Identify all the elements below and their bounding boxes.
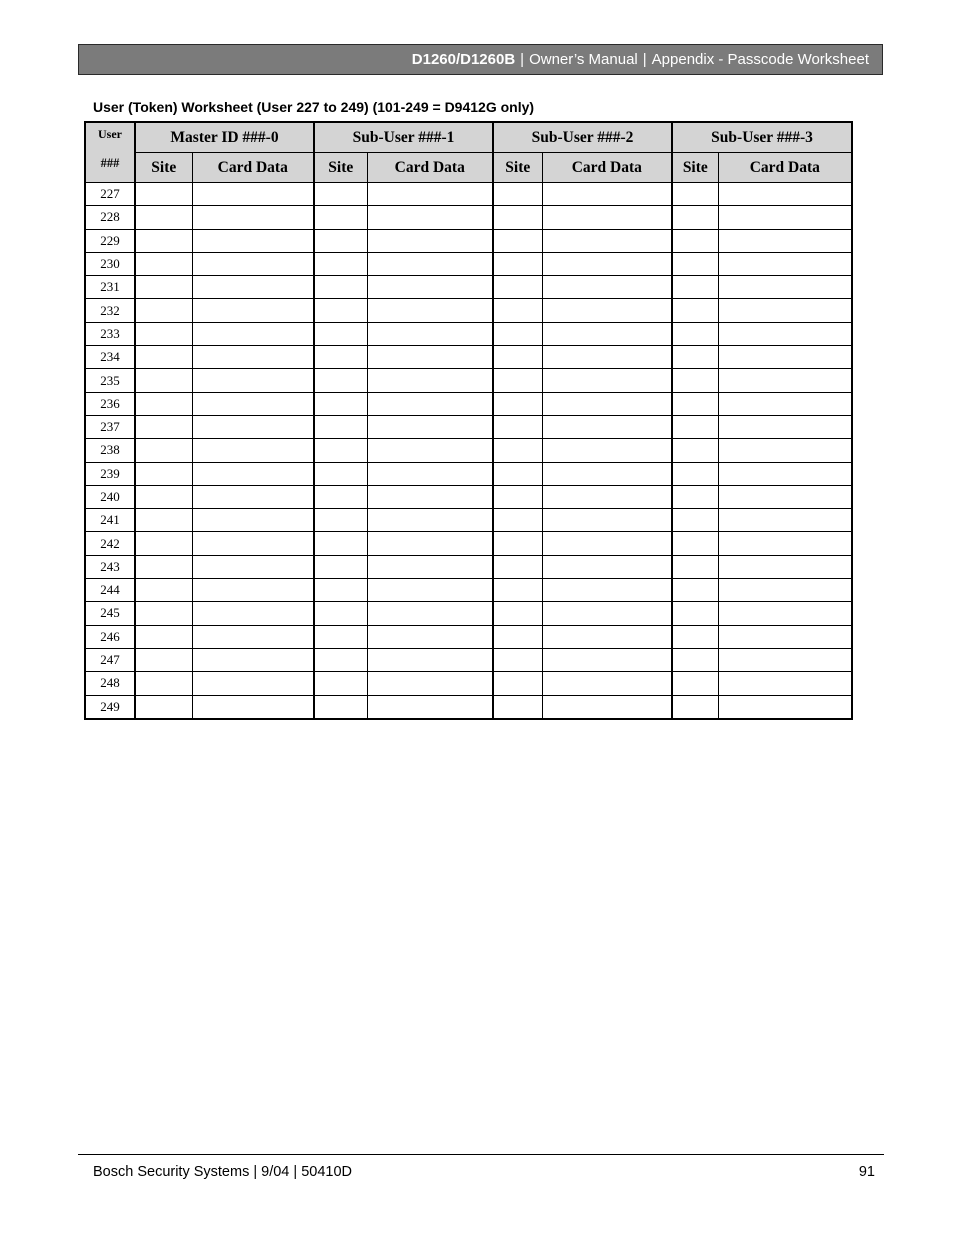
card-data-entry-cell[interactable] — [367, 695, 493, 719]
card-data-entry-cell[interactable] — [192, 369, 314, 392]
user-number-cell: 248 — [85, 672, 135, 695]
site-entry-cell[interactable] — [672, 648, 718, 671]
card-data-entry-cell[interactable] — [718, 439, 852, 462]
table-row — [85, 579, 852, 602]
site-entry-cell[interactable] — [135, 322, 192, 345]
site-entry-cell[interactable] — [135, 415, 192, 438]
card-data-entry-cell[interactable] — [718, 648, 852, 671]
header-separator: | — [520, 51, 525, 68]
site-entry-cell[interactable] — [493, 439, 542, 462]
card-data-entry-cell[interactable] — [718, 369, 852, 392]
user-number-cell: 230 — [85, 252, 135, 275]
site-entry-cell[interactable] — [314, 183, 367, 206]
table-row — [85, 392, 852, 415]
card-data-entry-cell[interactable] — [192, 229, 314, 252]
card-data-entry-cell[interactable] — [542, 648, 672, 671]
user-number-cell: 229 — [85, 229, 135, 252]
card-data-entry-cell[interactable] — [718, 462, 852, 485]
card-data-entry-cell[interactable] — [192, 276, 314, 299]
site-entry-cell[interactable] — [135, 369, 192, 392]
card-data-entry-cell[interactable] — [718, 509, 852, 532]
card-data-entry-cell[interactable] — [192, 415, 314, 438]
card-data-entry-cell[interactable] — [718, 555, 852, 578]
table-row — [85, 509, 852, 532]
user-number-cell: 238 — [85, 439, 135, 462]
site-entry-cell[interactable] — [672, 579, 718, 602]
site-entry-cell[interactable] — [135, 392, 192, 415]
card-data-entry-cell[interactable] — [367, 206, 493, 229]
site-entry-cell[interactable] — [314, 555, 367, 578]
user-label: User — [98, 127, 122, 141]
site-entry-cell[interactable] — [135, 625, 192, 648]
site-entry-cell[interactable] — [493, 579, 542, 602]
card-data-entry-cell[interactable] — [542, 415, 672, 438]
site-entry-cell[interactable] — [314, 648, 367, 671]
footer-divider — [78, 1154, 884, 1155]
card-data-entry-cell[interactable] — [718, 415, 852, 438]
site-entry-cell[interactable] — [493, 648, 542, 671]
card-data-entry-cell[interactable] — [542, 602, 672, 625]
site-entry-cell[interactable] — [493, 415, 542, 438]
site-entry-cell[interactable] — [135, 229, 192, 252]
footer-publisher: Bosch Security Systems | 9/04 | 50410D — [93, 1164, 352, 1180]
site-entry-cell[interactable] — [135, 509, 192, 532]
card-data-column-header: Card Data — [192, 153, 314, 183]
site-entry-cell[interactable] — [672, 183, 718, 206]
card-data-entry-cell[interactable] — [367, 415, 493, 438]
card-data-entry-cell[interactable] — [192, 462, 314, 485]
card-data-entry-cell[interactable] — [192, 485, 314, 508]
table-row — [85, 276, 852, 299]
user-number-cell: 246 — [85, 625, 135, 648]
header-separator: | — [642, 51, 647, 68]
table-row — [85, 183, 852, 206]
site-entry-cell[interactable] — [672, 299, 718, 322]
site-entry-cell[interactable] — [672, 346, 718, 369]
card-data-entry-cell[interactable] — [718, 206, 852, 229]
card-data-entry-cell[interactable] — [367, 369, 493, 392]
card-data-column-header: Card Data — [367, 153, 493, 183]
site-entry-cell[interactable] — [314, 579, 367, 602]
site-entry-cell[interactable] — [493, 252, 542, 275]
site-entry-cell[interactable] — [493, 602, 542, 625]
site-entry-cell[interactable] — [314, 346, 367, 369]
site-entry-cell[interactable] — [493, 462, 542, 485]
site-entry-cell[interactable] — [672, 555, 718, 578]
card-data-entry-cell[interactable] — [192, 322, 314, 345]
site-entry-cell[interactable] — [493, 625, 542, 648]
card-data-entry-cell[interactable] — [367, 322, 493, 345]
site-entry-cell[interactable] — [493, 369, 542, 392]
worksheet-title: User (Token) Worksheet (User 227 to 249) (101-249 = D9412G only) — [93, 99, 535, 115]
site-entry-cell[interactable] — [493, 346, 542, 369]
site-entry-cell[interactable] — [135, 532, 192, 555]
site-entry-cell[interactable] — [135, 555, 192, 578]
user-hash-label: ### — [100, 156, 120, 170]
user-number-cell: 247 — [85, 648, 135, 671]
site-entry-cell[interactable] — [672, 229, 718, 252]
table-row — [85, 625, 852, 648]
site-entry-cell[interactable] — [314, 695, 367, 719]
card-data-entry-cell[interactable] — [718, 346, 852, 369]
table-row — [85, 369, 852, 392]
site-entry-cell[interactable] — [135, 299, 192, 322]
user-number-cell: 241 — [85, 509, 135, 532]
table-row — [85, 299, 852, 322]
site-entry-cell[interactable] — [135, 602, 192, 625]
site-entry-cell[interactable] — [135, 672, 192, 695]
site-entry-cell[interactable] — [672, 252, 718, 275]
site-entry-cell[interactable] — [672, 625, 718, 648]
table-row — [85, 322, 852, 345]
site-entry-cell[interactable] — [314, 276, 367, 299]
site-entry-cell[interactable] — [314, 299, 367, 322]
site-column-header: Site — [493, 153, 542, 183]
user-number-cell: 232 — [85, 299, 135, 322]
table-row — [85, 648, 852, 671]
table-row — [85, 485, 852, 508]
card-data-entry-cell[interactable] — [192, 183, 314, 206]
card-data-entry-cell[interactable] — [542, 555, 672, 578]
site-entry-cell[interactable] — [314, 602, 367, 625]
table-row — [85, 462, 852, 485]
card-data-entry-cell[interactable] — [367, 485, 493, 508]
user-number-cell: 228 — [85, 206, 135, 229]
card-data-entry-cell[interactable] — [718, 183, 852, 206]
card-data-entry-cell[interactable] — [718, 579, 852, 602]
site-entry-cell[interactable] — [135, 206, 192, 229]
card-data-entry-cell[interactable] — [192, 555, 314, 578]
site-entry-cell[interactable] — [672, 462, 718, 485]
site-entry-cell[interactable] — [493, 485, 542, 508]
card-data-entry-cell[interactable] — [718, 229, 852, 252]
card-data-entry-cell[interactable] — [542, 252, 672, 275]
card-data-entry-cell[interactable] — [718, 322, 852, 345]
table-row — [85, 206, 852, 229]
card-data-entry-cell[interactable] — [542, 276, 672, 299]
card-data-entry-cell[interactable] — [192, 602, 314, 625]
user-token-worksheet-table — [84, 121, 853, 720]
site-entry-cell[interactable] — [314, 485, 367, 508]
table-row — [85, 439, 852, 462]
table-row — [85, 346, 852, 369]
card-data-entry-cell[interactable] — [542, 346, 672, 369]
card-data-entry-cell[interactable] — [192, 648, 314, 671]
site-entry-cell[interactable] — [135, 462, 192, 485]
site-entry-cell[interactable] — [493, 695, 542, 719]
site-entry-cell[interactable] — [672, 509, 718, 532]
user-number-cell: 237 — [85, 415, 135, 438]
card-data-entry-cell[interactable] — [718, 532, 852, 555]
card-data-entry-cell[interactable] — [192, 695, 314, 719]
site-entry-cell[interactable] — [314, 532, 367, 555]
site-entry-cell[interactable] — [314, 509, 367, 532]
card-data-entry-cell[interactable] — [542, 532, 672, 555]
site-entry-cell[interactable] — [314, 625, 367, 648]
site-entry-cell[interactable] — [135, 439, 192, 462]
header-manual: Owner’s Manual — [529, 51, 638, 68]
card-data-entry-cell[interactable] — [192, 392, 314, 415]
card-data-entry-cell[interactable] — [367, 462, 493, 485]
card-data-entry-cell[interactable] — [367, 672, 493, 695]
card-data-entry-cell[interactable] — [542, 439, 672, 462]
site-entry-cell[interactable] — [493, 206, 542, 229]
card-data-entry-cell[interactable] — [542, 462, 672, 485]
site-entry-cell[interactable] — [493, 672, 542, 695]
group-header-sub2: Sub-User ###-2 — [493, 122, 672, 153]
card-data-entry-cell[interactable] — [542, 392, 672, 415]
site-entry-cell[interactable] — [135, 252, 192, 275]
header-section: Appendix - Passcode Worksheet — [651, 51, 869, 68]
site-entry-cell[interactable] — [314, 369, 367, 392]
card-data-entry-cell[interactable] — [192, 206, 314, 229]
card-data-entry-cell[interactable] — [542, 369, 672, 392]
site-entry-cell[interactable] — [135, 183, 192, 206]
card-data-entry-cell[interactable] — [367, 346, 493, 369]
card-data-entry-cell[interactable] — [542, 672, 672, 695]
card-data-entry-cell[interactable] — [192, 532, 314, 555]
user-number-cell: 233 — [85, 322, 135, 345]
header-model: D1260/D1260B — [411, 51, 516, 68]
site-entry-cell[interactable] — [493, 299, 542, 322]
card-data-entry-cell[interactable] — [367, 648, 493, 671]
group-header-sub3: Sub-User ###-3 — [672, 122, 852, 153]
table-row — [85, 672, 852, 695]
site-entry-cell[interactable] — [672, 695, 718, 719]
page-header — [78, 44, 883, 75]
site-entry-cell[interactable] — [314, 322, 367, 345]
group-header-sub1: Sub-User ###-1 — [314, 122, 493, 153]
card-data-entry-cell[interactable] — [718, 625, 852, 648]
user-number-cell: 243 — [85, 555, 135, 578]
user-number-cell: 234 — [85, 346, 135, 369]
site-entry-cell[interactable] — [672, 672, 718, 695]
card-data-entry-cell[interactable] — [367, 579, 493, 602]
card-data-entry-cell[interactable] — [718, 392, 852, 415]
user-number-cell: 231 — [85, 276, 135, 299]
site-column-header: Site — [135, 153, 192, 183]
table-row — [85, 229, 852, 252]
site-entry-cell[interactable] — [672, 602, 718, 625]
card-data-column-header: Card Data — [542, 153, 672, 183]
site-entry-cell[interactable] — [493, 229, 542, 252]
user-number-cell: 239 — [85, 462, 135, 485]
card-data-entry-cell[interactable] — [542, 695, 672, 719]
site-entry-cell[interactable] — [314, 252, 367, 275]
card-data-entry-cell[interactable] — [367, 602, 493, 625]
site-entry-cell[interactable] — [493, 509, 542, 532]
card-data-entry-cell[interactable] — [192, 625, 314, 648]
card-data-entry-cell[interactable] — [542, 509, 672, 532]
card-data-entry-cell[interactable] — [367, 183, 493, 206]
site-entry-cell[interactable] — [672, 276, 718, 299]
card-data-column-header: Card Data — [718, 153, 852, 183]
card-data-entry-cell[interactable] — [192, 439, 314, 462]
site-entry-cell[interactable] — [672, 485, 718, 508]
table-row — [85, 695, 852, 719]
card-data-entry-cell[interactable] — [542, 206, 672, 229]
page-number: 91 — [858, 1164, 875, 1180]
user-number-cell: 227 — [85, 183, 135, 206]
user-number-cell: 235 — [85, 369, 135, 392]
card-data-entry-cell[interactable] — [367, 509, 493, 532]
table-row — [85, 555, 852, 578]
card-data-entry-cell[interactable] — [192, 299, 314, 322]
site-entry-cell[interactable] — [314, 229, 367, 252]
user-number-cell: 244 — [85, 579, 135, 602]
card-data-entry-cell[interactable] — [718, 276, 852, 299]
table-row — [85, 602, 852, 625]
card-data-entry-cell[interactable] — [542, 299, 672, 322]
card-data-entry-cell[interactable] — [542, 485, 672, 508]
card-data-entry-cell[interactable] — [718, 252, 852, 275]
site-entry-cell[interactable] — [135, 485, 192, 508]
card-data-entry-cell[interactable] — [192, 579, 314, 602]
site-entry-cell[interactable] — [672, 322, 718, 345]
card-data-entry-cell[interactable] — [367, 532, 493, 555]
site-entry-cell[interactable] — [314, 206, 367, 229]
site-entry-cell[interactable] — [135, 276, 192, 299]
user-number-cell: 249 — [85, 695, 135, 719]
card-data-entry-cell[interactable] — [718, 485, 852, 508]
site-entry-cell[interactable] — [493, 183, 542, 206]
site-entry-cell[interactable] — [493, 532, 542, 555]
user-number-cell: 240 — [85, 485, 135, 508]
card-data-entry-cell[interactable] — [367, 625, 493, 648]
site-entry-cell[interactable] — [672, 439, 718, 462]
site-entry-cell[interactable] — [314, 462, 367, 485]
site-entry-cell[interactable] — [135, 648, 192, 671]
site-entry-cell[interactable] — [314, 672, 367, 695]
card-data-entry-cell[interactable] — [718, 695, 852, 719]
table-row — [85, 532, 852, 555]
site-entry-cell[interactable] — [493, 276, 542, 299]
site-entry-cell[interactable] — [314, 392, 367, 415]
user-number-cell: 236 — [85, 392, 135, 415]
site-entry-cell[interactable] — [135, 579, 192, 602]
card-data-entry-cell[interactable] — [367, 299, 493, 322]
user-number-cell: 242 — [85, 532, 135, 555]
card-data-entry-cell[interactable] — [542, 322, 672, 345]
card-data-entry-cell[interactable] — [367, 252, 493, 275]
group-header-master: Master ID ###-0 — [135, 122, 314, 153]
site-entry-cell[interactable] — [314, 439, 367, 462]
card-data-entry-cell[interactable] — [192, 509, 314, 532]
site-entry-cell[interactable] — [135, 346, 192, 369]
user-number-cell: 245 — [85, 602, 135, 625]
site-entry-cell[interactable] — [672, 532, 718, 555]
card-data-entry-cell[interactable] — [367, 392, 493, 415]
card-data-entry-cell[interactable] — [192, 252, 314, 275]
site-entry-cell[interactable] — [493, 555, 542, 578]
card-data-entry-cell[interactable] — [718, 299, 852, 322]
site-entry-cell[interactable] — [672, 392, 718, 415]
card-data-entry-cell[interactable] — [718, 672, 852, 695]
site-entry-cell[interactable] — [314, 415, 367, 438]
card-data-entry-cell[interactable] — [367, 555, 493, 578]
card-data-entry-cell[interactable] — [192, 346, 314, 369]
card-data-entry-cell[interactable] — [367, 229, 493, 252]
site-column-header: Site — [672, 153, 718, 183]
table-row — [85, 415, 852, 438]
card-data-entry-cell[interactable] — [367, 439, 493, 462]
user-column-header — [85, 122, 135, 183]
card-data-entry-cell[interactable] — [542, 625, 672, 648]
site-entry-cell[interactable] — [672, 206, 718, 229]
card-data-entry-cell[interactable] — [542, 183, 672, 206]
site-entry-cell[interactable] — [672, 415, 718, 438]
card-data-entry-cell[interactable] — [367, 276, 493, 299]
site-column-header: Site — [314, 153, 367, 183]
site-entry-cell[interactable] — [672, 369, 718, 392]
card-data-entry-cell[interactable] — [542, 229, 672, 252]
card-data-entry-cell[interactable] — [718, 602, 852, 625]
site-entry-cell[interactable] — [493, 392, 542, 415]
card-data-entry-cell[interactable] — [192, 672, 314, 695]
site-entry-cell[interactable] — [493, 322, 542, 345]
table-row — [85, 252, 852, 275]
site-entry-cell[interactable] — [135, 695, 192, 719]
card-data-entry-cell[interactable] — [542, 579, 672, 602]
